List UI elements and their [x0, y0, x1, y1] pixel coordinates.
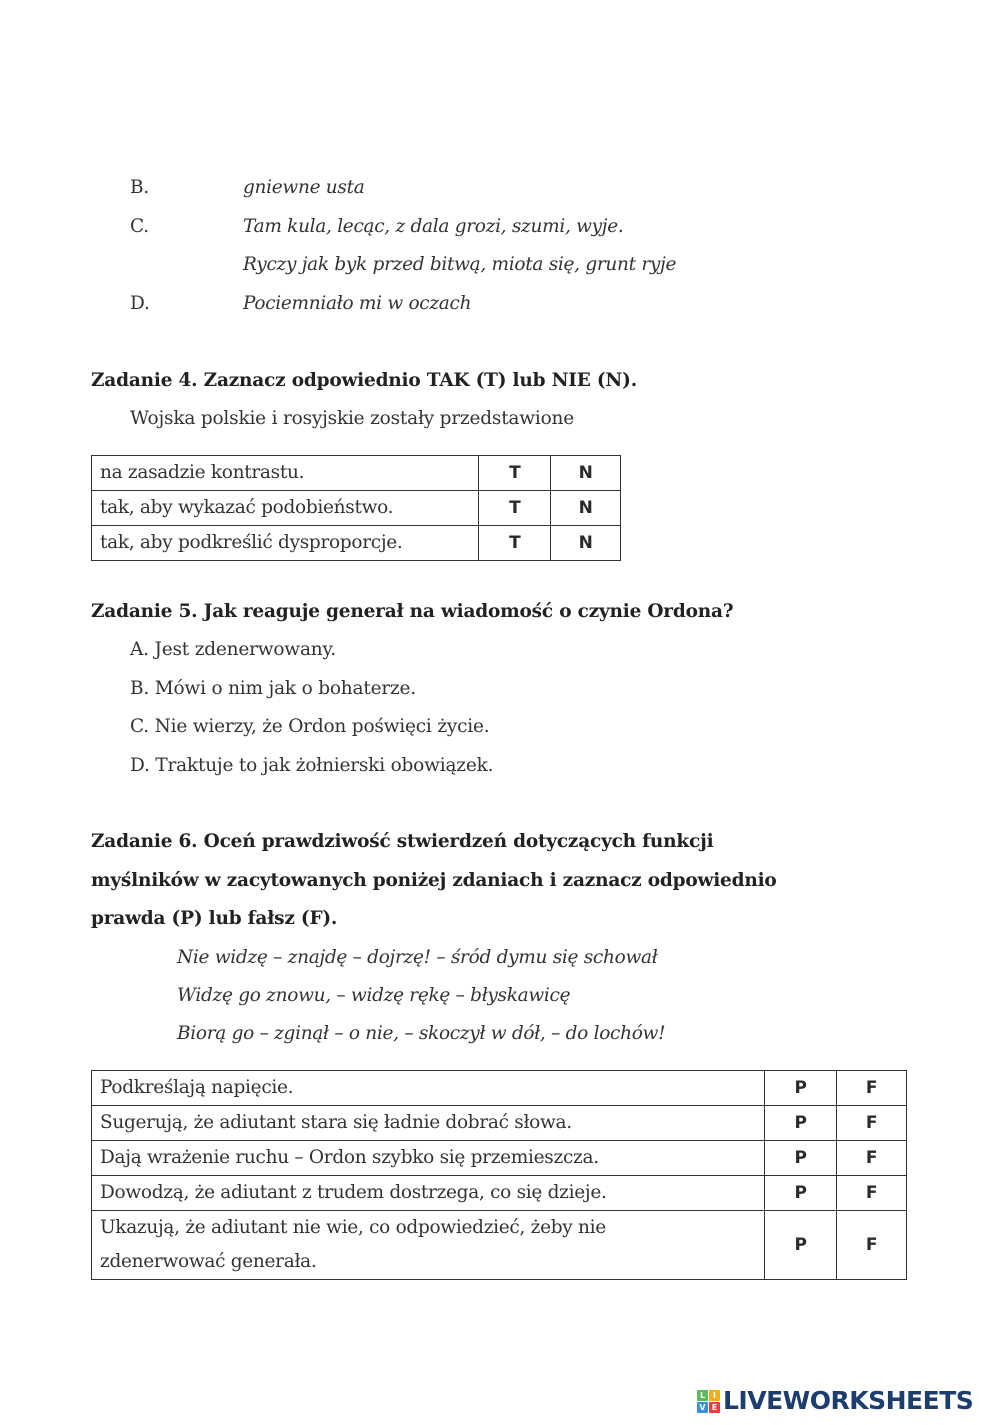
task4-intro: Wojska polskie i rosyjskie zostały przedstawione [130, 408, 575, 429]
yes-choice[interactable]: T [479, 491, 551, 526]
statement: na zasadzie kontrastu. [92, 456, 479, 491]
false-choice[interactable]: F [837, 1211, 907, 1280]
no-choice[interactable]: N [551, 526, 621, 561]
statement: Sugerują, że adiutant stara się ładnie dobrać słowa. [92, 1106, 765, 1141]
logo-letter: E [709, 1402, 720, 1413]
task5-option-b[interactable]: B. Mówi o nim jak o bohaterze. [130, 678, 416, 699]
false-choice[interactable]: F [837, 1071, 907, 1106]
option-letter: B. [130, 177, 150, 198]
task6-heading-line: myślników w zacytowanych poniżej zdaniach i zaznacz odpowiednio [91, 870, 777, 891]
logo-letter: L [697, 1390, 708, 1401]
true-choice[interactable]: P [765, 1211, 837, 1280]
live-blocks-icon [697, 1390, 720, 1413]
logo-letter: I [709, 1390, 720, 1401]
true-choice[interactable]: P [765, 1071, 837, 1106]
false-choice[interactable]: F [837, 1141, 907, 1176]
table-row [92, 1176, 907, 1211]
statement [92, 1211, 765, 1280]
table-row [92, 1211, 907, 1280]
table-row [92, 526, 621, 561]
logo-letter: V [697, 1402, 708, 1413]
task5-option-d[interactable]: D. Traktuje to jak żołnierski obowiązek. [130, 755, 494, 776]
task4-table [91, 455, 621, 561]
task5-option-a[interactable]: A. Jest zdenerwowany. [130, 639, 336, 660]
task6-quote: Nie widzę – znajdę – dojrzę! – śród dymu się schował [177, 947, 658, 968]
option-text: Ryczy jak byk przed bitwą, miota się, grunt ryje [243, 254, 677, 275]
task5-heading: Zadanie 5. Jak reaguje generał na wiadomość o czynie Ordona? [91, 601, 734, 622]
false-choice[interactable]: F [837, 1176, 907, 1211]
table-row [92, 1106, 907, 1141]
statement-line: Ukazują, że adiutant nie wie, co odpowiedzieć, żeby nie [100, 1217, 606, 1238]
table-row [92, 1141, 907, 1176]
liveworksheets-logo [697, 1388, 973, 1414]
task5-option-c[interactable]: C. Nie wierzy, że Ordon poświęci życie. [130, 716, 490, 737]
task6-heading-line: prawda (P) lub fałsz (F). [91, 908, 338, 929]
table-row [92, 456, 621, 491]
option-text: gniewne usta [243, 177, 365, 198]
task6-quote: Biorą go – zginął – o nie, – skoczył w dół, – do lochów! [177, 1023, 666, 1044]
true-choice[interactable]: P [765, 1176, 837, 1211]
true-choice[interactable]: P [765, 1141, 837, 1176]
task6-quote: Widzę go znowu, – widzę rękę – błyskawicę [177, 985, 571, 1006]
statement: tak, aby podkreślić dysproporcje. [92, 526, 479, 561]
statement: Dają wrażenie ruchu – Ordon szybko się przemieszcza. [92, 1141, 765, 1176]
option-text: Tam kula, lecąc, z dala grozi, szumi, wyje. [243, 216, 624, 237]
task6-table [91, 1070, 907, 1280]
task6-heading-line: Zadanie 6. Oceń prawdziwość stwierdzeń dotyczących funkcji [91, 831, 714, 852]
true-choice[interactable]: P [765, 1106, 837, 1141]
statement: tak, aby wykazać podobieństwo. [92, 491, 479, 526]
no-choice[interactable]: N [551, 491, 621, 526]
option-letter: D. [130, 293, 150, 314]
task4-heading: Zadanie 4. Zaznacz odpowiednio TAK (T) lub NIE (N). [91, 370, 637, 391]
statement-line: zdenerwować generała. [100, 1251, 317, 1272]
yes-choice[interactable]: T [479, 526, 551, 561]
brand-name: LIVEWORKSHEETS [723, 1386, 974, 1415]
false-choice[interactable]: F [837, 1106, 907, 1141]
table-row [92, 491, 621, 526]
no-choice[interactable]: N [551, 456, 621, 491]
statement: Podkreślają napięcie. [92, 1071, 765, 1106]
option-letter: C. [130, 216, 149, 237]
statement: Dowodzą, że adiutant z trudem dostrzega, co się dzieje. [92, 1176, 765, 1211]
table-row [92, 1071, 907, 1106]
yes-choice[interactable]: T [479, 456, 551, 491]
option-text: Pociemniało mi w oczach [243, 293, 472, 314]
